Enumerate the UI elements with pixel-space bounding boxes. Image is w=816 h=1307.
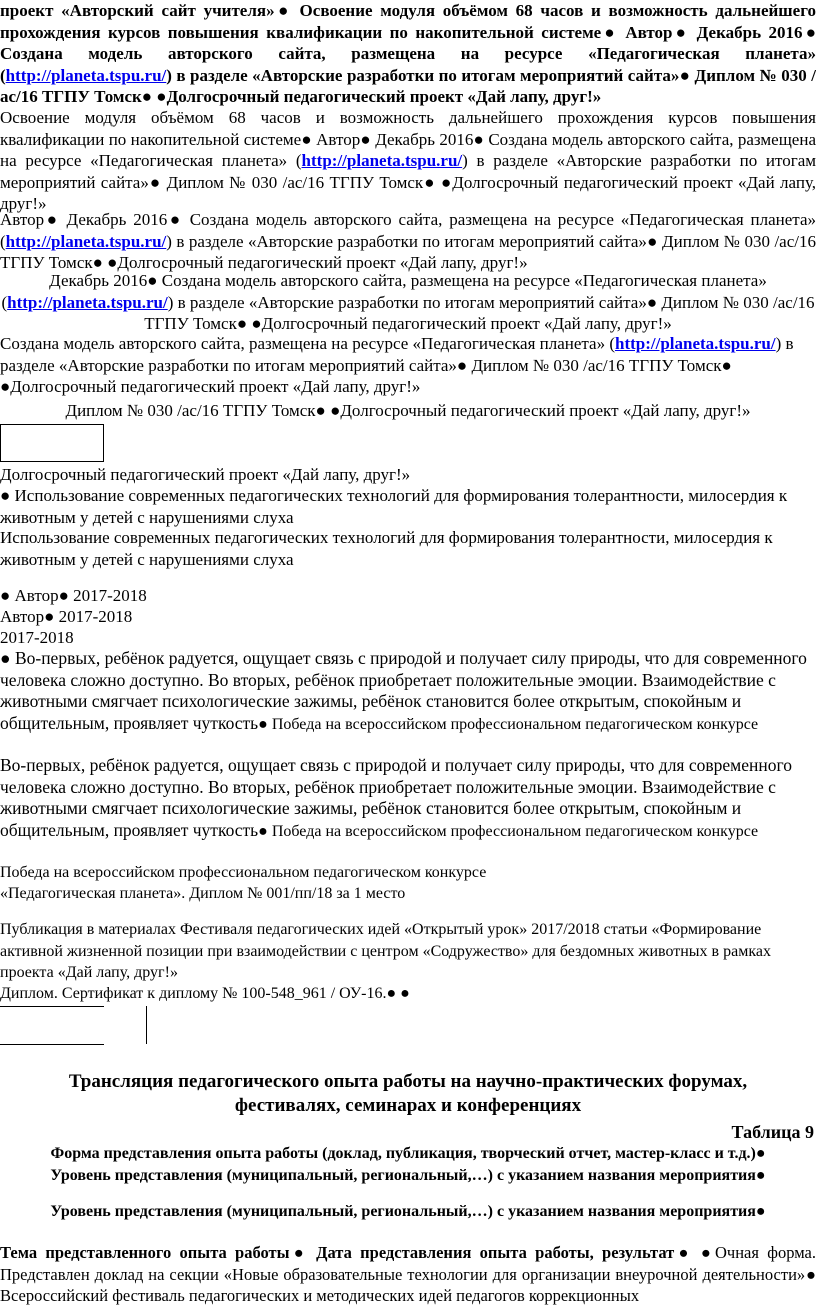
resource-link[interactable]: http://planeta.tspu.ru/: [5, 231, 167, 251]
row-text: Очная форма. Представлен доклад на секции «Новые образовательные технологии для организации внеурочной деятельности»● Всероссийский фестиваль педагогических и методических идей педагогов коррекционных: [0, 1243, 816, 1305]
table-row-text: [0, 1242, 816, 1307]
text-block: [0, 270, 816, 335]
table-column-header: Форма представления опыта работы (доклад, публикация, творческий отчет, мастер-класс и т.д.)● Уровень представления (муниципальный, региональный,…) с указанием названия мероприятия●: [50, 1145, 766, 1184]
row-bold-text: Тема представленного опыта работы● Дата представления опыта работы, результат● ●: [0, 1243, 716, 1262]
text-block: ● Использование современных педагогических технологий для формирования толерантности, милосердия к животным у детей с нарушениями слуха: [0, 486, 788, 527]
block-text: Создана модель авторского сайта, размещена на ресурсе «Педагогическая планета» (: [0, 334, 615, 353]
text-block: «Педагогическая планета». Диплом № 001/пп/18 за 1 место: [0, 885, 406, 902]
text-block: [0, 755, 816, 842]
rule-line: [0, 1006, 104, 1007]
block-text: Автор● Декабрь 2016● Создана модель авторского сайта, размещена на ресурсе «Педагогическая планета» (: [0, 210, 816, 251]
block-text-after: ) в разделе «Авторские разработки по итогам мероприятий сайта»● Диплом № 030 /ас/16 ТГПУ Томск● ●Долгосрочный педагогический проект «Дай лапу, друг!»: [0, 151, 816, 213]
section-heading: Трансляция педагогического опыта работы на научно-практических форумах, фестивалях, семинарах и конференциях: [68, 1071, 748, 1116]
text-block: 2017-2018: [0, 628, 74, 647]
rule-line: [146, 1006, 147, 1044]
resource-link[interactable]: http://planeta.tspu.ru/: [7, 292, 168, 312]
block-text-after: ) в разделе «Авторские разработки по итогам мероприятий сайта»● Диплом № 030 /ас/16 ТГПУ Томск● ●Долгосрочный педагогический проект «Дай лапу, друг!»: [0, 65, 816, 106]
text-block: Победа на всероссийском профессиональном педагогическом конкурсе: [0, 864, 487, 881]
text-block: [0, 0, 816, 108]
block-text-after: ) в разделе «Авторские разработки по итогам мероприятий сайта»● Диплом № 030 /ас/16 ТГПУ Томск● ●Долгосрочный педагогический проект «Дай лапу, друг!»: [0, 334, 794, 396]
empty-frame: [0, 424, 104, 462]
resource-link[interactable]: http://planeta.tspu.ru/: [615, 334, 776, 353]
text-block: Диплом. Сертификат к диплому № 100-548_961 / ОУ-16.● ●: [0, 985, 410, 1002]
block-text: проект «Авторский сайт учителя»● Освоение модуля объёмом 68 часов и возможность дальнейшего прохождения курсов повышения квалификации по накопительной системе● Автор● Декабрь 2016● Создана модель авторского сайта, размещена на ресурсе «Педагогическая планета» (: [0, 1, 816, 85]
block-text: ● Во-первых, ребёнок радуется, ощущает связь с природой и получает силу природы, что для современного человека сложно доступно. Во вторых, ребёнок приобретает положительные эмоции. Взаимодействие с животными смягчает психологические зажимы, ребёнок становится более открытым, спокойным и общительным, проявляет чуткость: [0, 648, 807, 733]
table-label: Таблица 9: [731, 1122, 814, 1142]
block-text: Во-первых, ребёнок радуется, ощущает связь с природой и получает силу природы, что для современного человека сложно доступно. Во вторых, ребёнок приобретает положительные эмоции. Взаимодействие с животными смягчает психологические зажимы, ребёнок становится более открытым, спокойным и общительным, проявляет чуткость: [0, 755, 792, 840]
block-text-after: ) в разделе «Авторские разработки по итогам мероприятий сайта»● Диплом № 030 /ас/16 ТГПУ Томск● ●Долгосрочный педагогический проект «Дай лапу, друг!»: [144, 292, 815, 333]
text-block: [0, 333, 816, 398]
resource-link[interactable]: http://planeta.tspu.ru/: [5, 65, 167, 85]
rule-line: [0, 1044, 104, 1045]
text-block: ● Автор● 2017-2018: [0, 586, 147, 605]
block-text: Декабрь 2016● Создана модель авторского сайта, размещена на ресурсе «Педагогическая планета» (: [1, 271, 767, 312]
text-block: Публикация в материалах Фестиваля педагогических идей «Открытый урок» 2017/2018 статьи «Формирование активной жизненной позиции при взаимодействии с центром «Содружество» для бездомных животных в рамках проекта «Дай лапу, друг!»: [0, 921, 771, 981]
text-block: Использование современных педагогических технологий для формирования толерантности, милосердия к животным у детей с нарушениями слуха: [0, 528, 773, 569]
text-block: Диплом № 030 /ас/16 ТГПУ Томск● ●Долгосрочный педагогический проект «Дай лапу, друг!»: [65, 401, 751, 420]
block-text-after: ● Победа на всероссийском профессиональном педагогическом конкурсе: [258, 715, 759, 733]
text-block: [0, 107, 816, 215]
text-block: Автор● 2017-2018: [0, 607, 133, 626]
block-text-after: ) в разделе «Авторские разработки по итогам мероприятий сайта»● Диплом № 030 /ас/16 ТГПУ Томск● ●Долгосрочный педагогический проект «Дай лапу, друг!»: [0, 231, 816, 272]
block-text-after: ● Победа на всероссийском профессиональном педагогическом конкурсе: [258, 822, 759, 840]
text-block: Долгосрочный педагогический проект «Дай лапу, друг!»: [0, 465, 411, 484]
block-text: Освоение модуля объёмом 68 часов и возможность дальнейшего прохождения курсов повышения квалификации по накопительной системе● Автор● Декабрь 2016● Создана модель авторского сайта, размещена на ресурсе «Педагогическая планета» (: [0, 108, 816, 170]
resource-link[interactable]: http://planeta.tspu.ru/: [301, 151, 463, 170]
text-block: [0, 648, 816, 735]
text-block: [0, 209, 816, 274]
table-column-header: Уровень представления (муниципальный, региональный,…) с указанием названия мероприятия●: [50, 1203, 766, 1220]
